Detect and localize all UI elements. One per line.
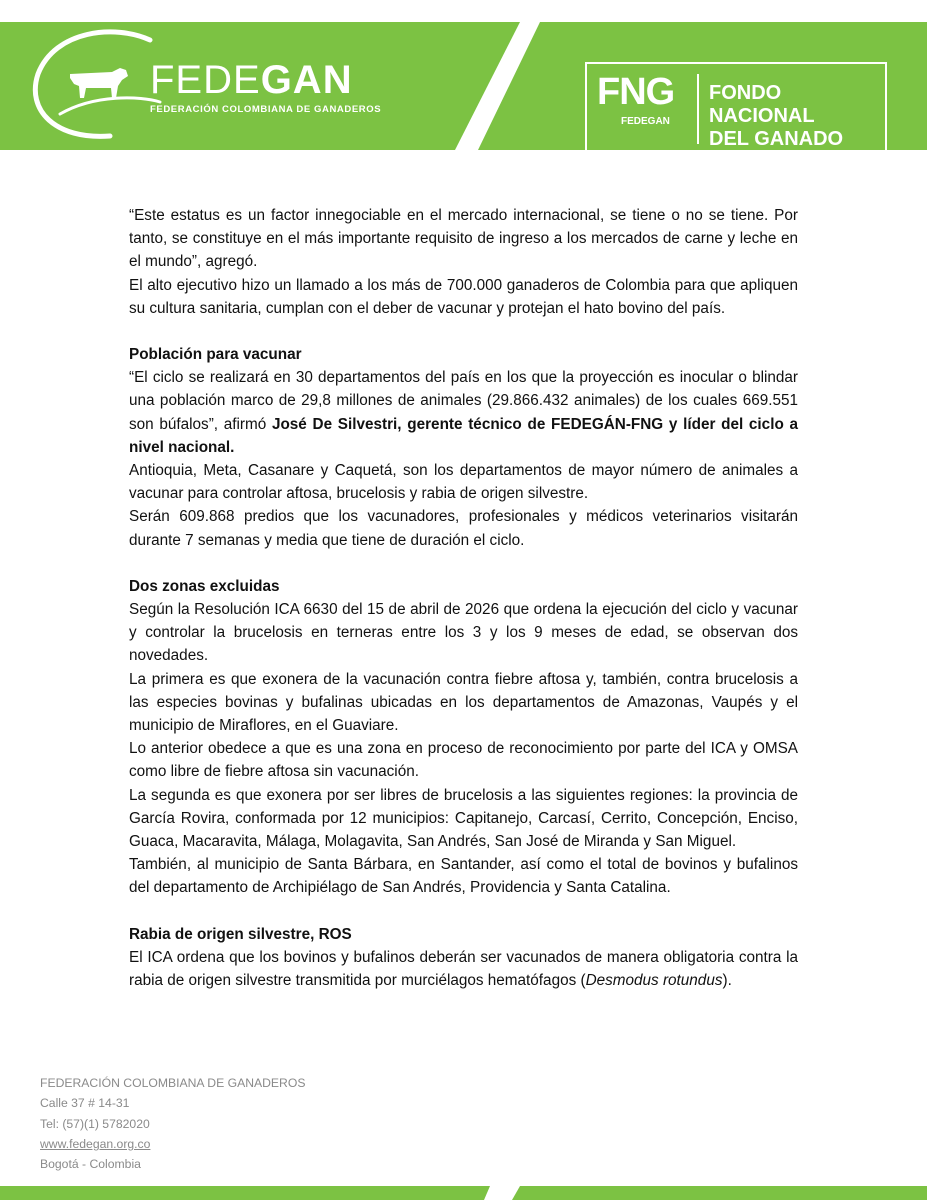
footer-green-band xyxy=(0,1186,927,1200)
fng-logo-block xyxy=(585,62,887,156)
paragraph: La primera es que exonera de la vacunación contra fiebre aftosa y, también, contra brucelosis a las especies bovinas y bufalinas ubicadas en los departamentos de Amazonas, Vaupés y el municipio de Miraflores, en el Guaviare. xyxy=(129,670,798,735)
document-body xyxy=(129,204,798,992)
footer-phone: Tel: (57)(1) 5782020 xyxy=(40,1116,150,1131)
italic-text: Desmodus rotundus xyxy=(585,972,723,990)
paragraph: Serán 609.868 predios que los vacunadores, profesionales y médicos veterinarios visitarán durante 7 semanas y media que tiene de duración el ciclo. xyxy=(129,508,798,549)
footer-website-link[interactable]: www.fedegan.org.co xyxy=(40,1136,151,1151)
paragraph: Antioquia, Meta, Casanare y Caquetá, son los departamentos de mayor número de animales a vacunar para controlar aftosa, brucelosis y rabia de origen silvestre. xyxy=(129,462,798,503)
section-heading: Población para vacunar xyxy=(129,346,302,364)
letterhead-footer xyxy=(40,1073,305,1174)
paragraph: “El ciclo se realizará en 30 departamentos del país en los que la proyección es inocular o blindar una población marco de 29,8 millones de animales (29.866.432 animales) de los cuales 669.551 son búfalos”, afirmó José De Silvestri, gerente técnico de FEDEGÁN-FNG y líder del ciclo a nivel nacional. xyxy=(129,369,798,456)
paragraph: La segunda es que exonera por ser libres de brucelosis a las siguientes regiones: la provincia de García Rovira, conformada por 12 municipios: Capitanejo, Carcasí, Cerrito, Concepción, Enciso, Guaca, Macaravita, Málaga, Molagavita, San Andrés, San José de Miranda y San Miguel. xyxy=(129,786,798,851)
brand-name: FEDEGAN xyxy=(150,58,353,102)
fng-logo-subtitle: FEDEGAN xyxy=(621,116,670,127)
footer-address: Calle 37 # 14-31 xyxy=(40,1096,130,1111)
fng-title xyxy=(709,82,885,151)
section-heading: Rabia de origen silvestre, ROS xyxy=(129,925,352,943)
paragraph: “Este estatus es un factor innegociable en el mercado internacional, se tiene o no se tiene. Por tanto, se constituye en el más importante requisito de ingreso a los mercados de carne y leche en el mundo”, agregó. xyxy=(129,207,798,271)
fng-title-line2: DEL GANADO xyxy=(709,128,844,150)
section-heading: Dos zonas excluidas xyxy=(129,577,280,595)
fedegan-logo xyxy=(150,60,381,115)
footer-city: Bogotá - Colombia xyxy=(40,1157,141,1172)
fng-title-line1: FONDO NACIONAL xyxy=(709,82,815,127)
brand-subtitle: FEDERACIÓN COLOMBIANA DE GANADEROS xyxy=(150,104,382,115)
letterhead-header xyxy=(0,22,927,150)
fng-logo: FNG xyxy=(597,71,675,113)
footer-org: FEDERACIÓN COLOMBIANA DE GANADEROS xyxy=(40,1076,306,1090)
paragraph: El alto ejecutivo hizo un llamado a los más de 700.000 ganaderos de Colombia para que apliquen su cultura sanitaria, cumplan con el deber de vacunar y protejan el hato bovino del país. xyxy=(129,276,798,317)
cow-icon xyxy=(66,64,136,104)
bold-text: José De Silvestri, gerente técnico de FEDEGÁN-FNG y líder del ciclo a nivel nacional. xyxy=(129,415,798,456)
fng-divider xyxy=(697,74,699,144)
paragraph: El ICA ordena que los bovinos y bufalinos deberán ser vacunados de manera obligatoria contra la rabia de origen silvestre transmitida por murciélagos hematófagos (Desmodus rotundus). xyxy=(129,948,798,990)
paragraph: También, al municipio de Santa Bárbara, en Santander, así como el total de bovinos y bufalinos del departamento de Archipiélago de San Andrés, Providencia y Santa Catalina. xyxy=(129,856,798,897)
paragraph: Lo anterior obedece a que es una zona en proceso de reconocimiento por parte del ICA y OMSA como libre de fiebre aftosa sin vacunación. xyxy=(129,740,798,781)
paragraph: Según la Resolución ICA 6630 del 15 de abril de 2026 que ordena la ejecución del ciclo y vacunar y controlar la brucelosis en terneras entre los 3 y los 9 meses de edad, se observan dos novedades. xyxy=(129,601,798,665)
